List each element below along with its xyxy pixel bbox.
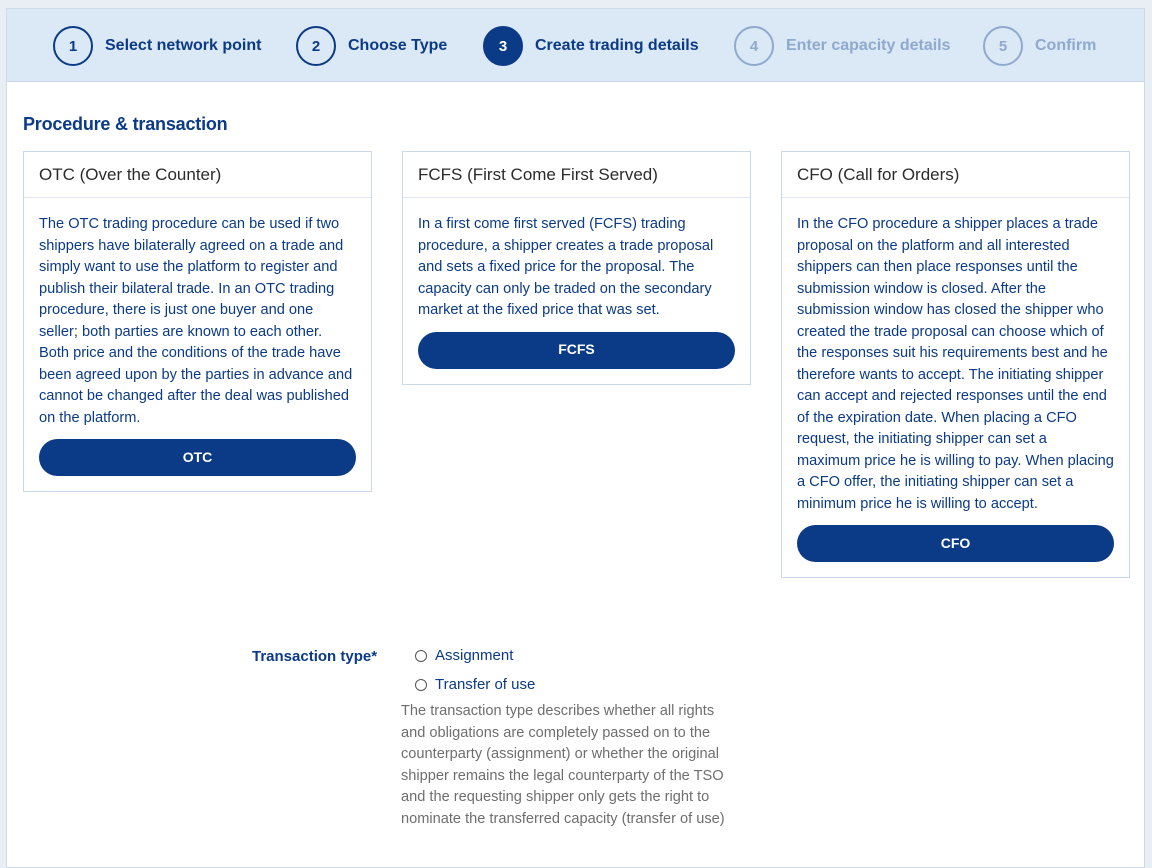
step-confirm	[983, 24, 1096, 68]
card-description: In a first come first served (FCFS) trading procedure, a shipper creates a trade proposal and sets a fixed price for the proposal. The capacity can only be traded on the secondary market at the fixed price that was set.	[418, 216, 714, 318]
card-description: The OTC trading procedure can be used if two shippers have bilaterally agreed on a trade and simply want to use the platform to register and publish their bilateral trade. In an OTC trading procedure, there is just one buyer and one seller; both parties are known to each other. Both price and the conditions of the trade have been agreed upon by the parties in advance and cannot be changed after the deal was published on the platform.	[39, 216, 353, 426]
step-choose-type[interactable]	[296, 24, 447, 68]
radio-transfer-of-use[interactable]	[415, 676, 535, 693]
step-number: 4	[734, 26, 774, 66]
card-title: FCFS (First Come First Served)	[403, 152, 750, 198]
page-frame	[6, 8, 1145, 868]
step-create-trading-details[interactable]	[483, 24, 699, 68]
procedure-card-fcfs	[402, 151, 751, 385]
card-title: OTC (Over the Counter)	[24, 152, 371, 198]
radio-circle-icon[interactable]	[415, 650, 427, 662]
section-title: Procedure & transaction	[23, 114, 228, 134]
cfo-button[interactable]: CFO	[797, 525, 1114, 562]
radio-label: Assignment	[435, 647, 514, 664]
wizard-stepper	[7, 9, 1144, 82]
step-select-network-point[interactable]	[53, 24, 261, 68]
otc-button[interactable]: OTC	[39, 439, 356, 476]
radio-label: Transfer of use	[435, 676, 536, 693]
step-number: 1	[53, 26, 93, 66]
step-enter-capacity-details	[734, 24, 951, 68]
transaction-type-help: The transaction type describes whether all rights and obligations are completely passed on to the counterparty (assignment) or whether the original shipper remains the legal counterparty of the TSO and the requesting shipper only gets the right to nominate the transferred capacity (transfer of use)	[401, 703, 725, 827]
step-label: Confirm	[1035, 37, 1097, 54]
card-description: In the CFO procedure a shipper places a trade proposal on the platform and all interested shippers can then place responses until the submission window is closed. After the submission window has closed the shipper who created the trade proposal can choose which of the responses suit his requirements best and he therefore wants to accept. The initiating shipper can accept and rejected responses until the end of the expiration date. When placing a CFO request, the initiating shipper can set a maximum price he is willing to pay. When placing a CFO offer, the initiating shipper can set a minimum price he is willing to accept.	[797, 216, 1114, 512]
procedure-card-otc	[23, 151, 372, 492]
step-label: Create trading details	[535, 37, 699, 54]
procedure-card-cfo	[781, 151, 1130, 578]
radio-circle-icon[interactable]	[415, 679, 427, 691]
card-title: CFO (Call for Orders)	[782, 152, 1129, 198]
step-label: Enter capacity details	[786, 37, 951, 54]
step-label: Select network point	[105, 37, 262, 54]
fcfs-button[interactable]: FCFS	[418, 332, 735, 369]
transaction-type-label: Transaction type*	[252, 648, 378, 665]
step-number: 2	[296, 26, 336, 66]
step-number: 3	[483, 26, 523, 66]
step-number: 5	[983, 26, 1023, 66]
radio-assignment[interactable]	[415, 647, 513, 664]
step-label: Choose Type	[348, 37, 448, 54]
